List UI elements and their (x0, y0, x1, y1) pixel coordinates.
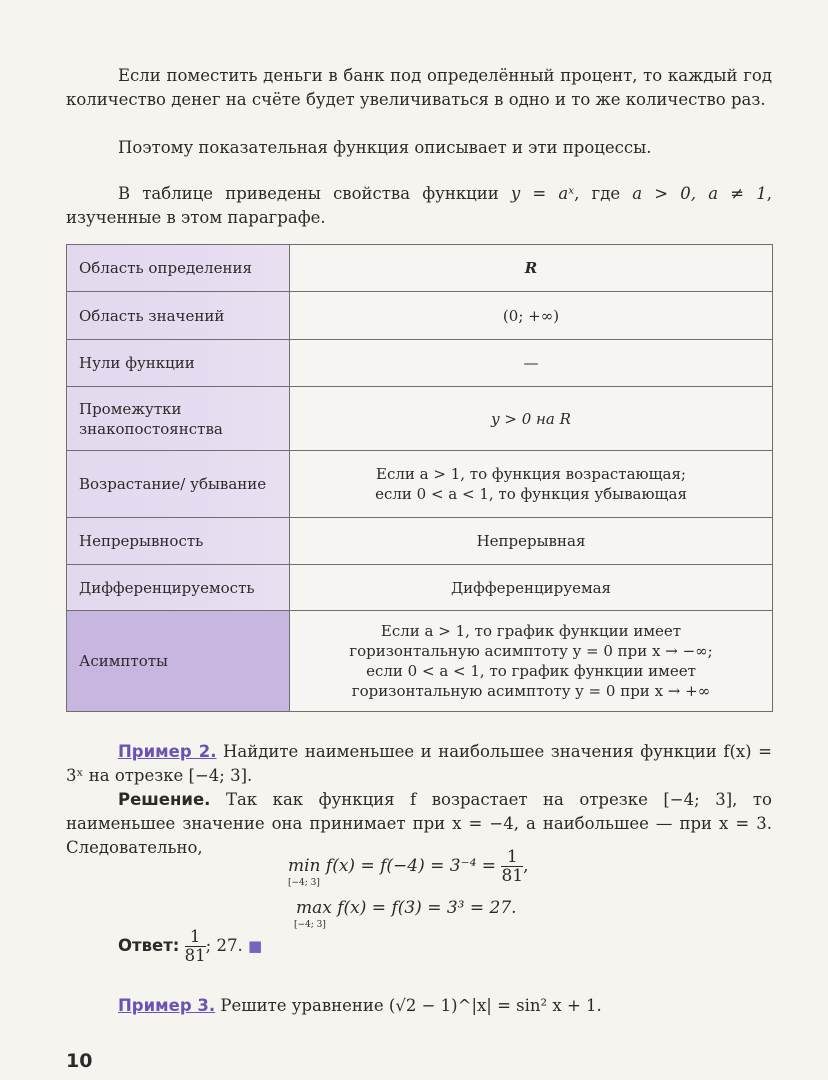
min-subscript: [−4; 3] (288, 878, 320, 888)
min-frac-denominator: 81 (501, 866, 524, 886)
table-key: Область значений (67, 292, 290, 340)
min-formula (288, 847, 529, 888)
example-2-label: Пример 2. (118, 742, 217, 761)
example-3-text: Решите уравнение (√2 − 1)^|x| = sin² x + 1. (215, 996, 602, 1015)
p3-condition: a > 0, a ≠ 1 (632, 184, 767, 203)
table-row (67, 611, 773, 712)
p3-text-before: В таблице приведены свойства функции (118, 184, 511, 203)
intro-paragraph-1: Если поместить деньги в банк под определённый процент, то каждый год количество денег на счёте будет увеличиваться в одно и то же количество раз. (66, 66, 772, 109)
intro-paragraph-2: Поэтому показательная функция описывает и эти процессы. (118, 138, 652, 157)
table-value: Непрерывная (290, 518, 773, 565)
min-frac-numerator: 1 (501, 848, 523, 867)
table-key: Промежутки знакопостоянства (67, 387, 290, 451)
table-key: Возрастание/ убывание (67, 451, 290, 518)
table-value: Дифференцируемая (290, 565, 773, 611)
asymptote-line-3: если 0 < a < 1, то график функции имеет (366, 662, 696, 680)
min-expression: min f(x) = f(−4) = 3⁻⁴ = (288, 856, 497, 876)
table-value (290, 387, 773, 451)
table-key: Нули функции (67, 340, 290, 387)
answer-numerator: 1 (185, 928, 206, 947)
table-value: — (290, 340, 773, 387)
answer-label: Ответ: (118, 936, 180, 955)
table-row (67, 565, 773, 611)
max-formula (294, 898, 517, 930)
table-value (290, 451, 773, 518)
example-3-label: Пример 3. (118, 996, 216, 1015)
p3-text-middle: , где (574, 184, 633, 203)
answer-tail: ; 27. (205, 936, 243, 955)
answer-line (118, 928, 262, 965)
page-number: 10 (66, 1050, 93, 1072)
intro-paragraph-3 (66, 182, 772, 230)
table-value: R (290, 245, 773, 292)
table-row (67, 518, 773, 565)
min-tail: , (523, 856, 529, 876)
p3-text-after: , изученные в этом параграфе. (66, 184, 772, 227)
table-row (67, 340, 773, 387)
table-row (67, 245, 773, 292)
example-2-task (66, 740, 772, 788)
answer-fraction (185, 928, 206, 965)
monotonic-line-2: если 0 < a < 1, то функция убывающая (375, 485, 687, 503)
monotonic-line-1: Если a > 1, то функция возрастающая; (376, 465, 686, 483)
properties-table (66, 244, 773, 712)
table-key: Дифференцируемость (67, 565, 290, 611)
example-3-task (118, 994, 772, 1018)
solution-text: Так как функция f возрастает на отрезке [−4; 3], то наименьшее значение она принимает при x = −4, а наибольшее — при x = 3. Следовательно, (66, 790, 772, 857)
max-expression: max f(x) = f(3) = 3³ = 27. (296, 898, 517, 918)
table-key: Непрерывность (67, 518, 290, 565)
example-2-text: Найдите наименьшее и наибольшее значения функции f(x) = 3ˣ на отрезке [−4; 3]. (66, 742, 772, 785)
max-subscript: [−4; 3] (294, 920, 326, 930)
table-value (290, 611, 773, 712)
asymptote-line-2: горизонтальную асимптоту y = 0 при x → −∞; (349, 642, 713, 660)
table-row (67, 387, 773, 451)
table-row (67, 292, 773, 340)
table-row (67, 451, 773, 518)
table-key: Асимптоты (67, 611, 290, 712)
end-of-proof-icon: ■ (247, 937, 263, 955)
solution-label: Решение. (118, 790, 211, 809)
answer-denominator: 81 (184, 946, 206, 965)
asymptote-line-4: горизонтальную асимптоту y = 0 при x → +∞ (351, 682, 711, 700)
min-fraction (501, 848, 523, 885)
table-key: Область определения (67, 245, 290, 292)
p3-formula: y = aˣ (510, 184, 575, 203)
table-value: (0; +∞) (290, 292, 773, 340)
asymptote-line-1: Если a > 1, то график функции имеет (380, 622, 682, 640)
sign-value: y > 0 на R (491, 409, 571, 428)
